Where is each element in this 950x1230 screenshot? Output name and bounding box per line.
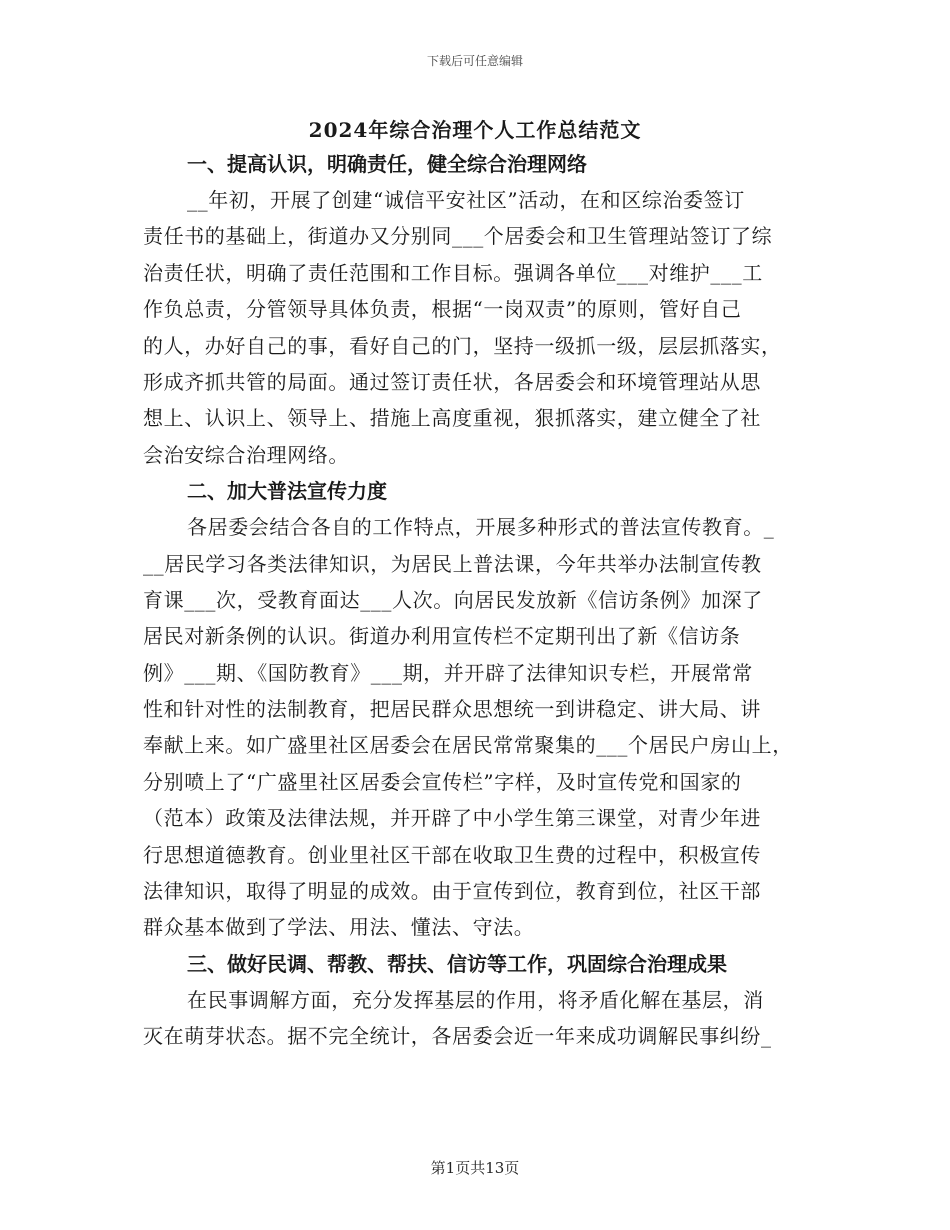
paragraph-line: 性和针对性的法制教育，把居民群众思想统一到讲稳定、讲大局、讲 [143,697,761,722]
section-heading: 二、加大普法宣传力度 [187,479,387,504]
paragraph-line: （范本）政策及法律法规，并开辟了中小学生第三课堂，对青少年进 [143,806,761,831]
paragraph-line: 会治安综合治理网络。 [143,442,349,467]
paragraph-line: 的人，办好自己的事，看好自己的门，坚持一级抓一级，层层抓落实， [143,333,782,358]
document-title: 2024年综合治理个人工作总结范文 [308,118,642,142]
paragraph-line: 群众基本做到了学法、用法、懂法、守法。 [143,915,535,940]
paragraph-line: 在民事调解方面，充分发挥基层的作用，将矛盾化解在基层，消 [187,987,764,1012]
paragraph-line: 居民对新条例的认识。街道办利用宣传栏不定期刊出了新《信访条 [143,624,741,649]
page-footer-number: 第1页共13页 [430,1159,520,1177]
paragraph-line: 各居委会结合各自的工作特点，开展多种形式的普法宣传教育。_ [187,515,775,540]
document-body [143,146,815,1055]
paragraph-line: 行思想道德教育。创业里社区干部在收取卫生费的过程中，积极宣传 [143,842,761,867]
page-header-note: 下载后可任意编辑 [426,54,523,68]
paragraph-line: 作负总责，分管领导具体负责，根据“一岗双责”的原则，管好自己 [143,297,742,322]
paragraph-line: __居民学习各类法律知识，为居民上普法课，今年共举办法制宣传教 [143,551,762,576]
paragraph-line: 责任书的基础上，街道办又分别同___个居委会和卫生管理站签订了综 [143,224,773,249]
paragraph-line: 治责任状，明确了责任范围和工作目标。强调各单位___对维护___工 [143,260,763,285]
paragraph-line: 灭在萌芽状态。据不完全统计，各居委会近一年来成功调解民事纠纷_ [143,1024,772,1049]
paragraph-line: 分别喷上了“广盛里社区居委会宣传栏”字样，及时宣传党和国家的 [143,769,742,794]
paragraph-line: 例》___期、《国防教育》___期，并开辟了法律知识专栏，开展常常 [143,660,753,685]
section-heading: 一、提高认识，明确责任，健全综合治理网络 [187,152,587,176]
paragraph-line: 想上、认识上、领导上、措施上高度重视，狠抓落实，建立健全了社 [143,406,761,431]
paragraph-line: 法律知识，取得了明显的成效。由于宣传到位，教育到位，社区干部 [143,879,761,904]
section-heading: 三、做好民调、帮教、帮扶、信访等工作，巩固综合治理成果 [187,951,727,976]
paragraph-line: __年初，开展了创建“诚信平安社区”活动，在和区综治委签订 [187,188,745,212]
paragraph-line: 形成齐抓共管的局面。通过签订责任状，各居委会和环境管理站从思 [143,369,761,394]
paragraph-line: 育课___次，受教育面达___人次。向居民发放新《信访条例》加深了 [143,587,763,612]
paragraph-line: 奉献上来。如广盛里社区居委会在居民常常聚集的___个居民户房山上， [143,733,793,758]
